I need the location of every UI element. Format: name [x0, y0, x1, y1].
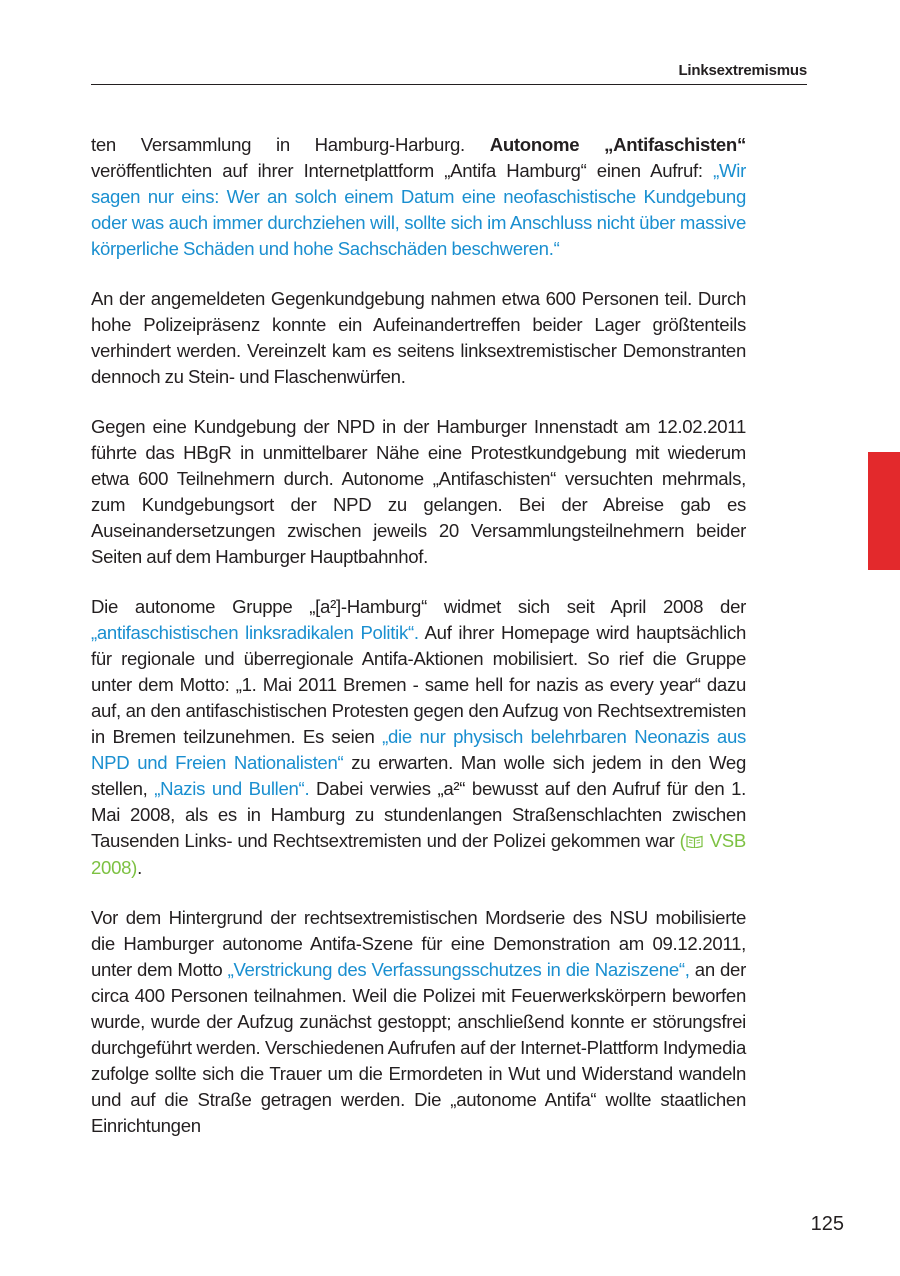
text-run: Die autonome Gruppe „[a²]-Hamburg“ widmet sich seit April 2008 der [91, 596, 746, 617]
quote-highlight: „Wir sagen nur eins: Wer an solch einem Datum eine neofaschistische Kundgebung oder was auch immer durchziehen will, sollte sich im Anschluss nicht über massive körperliche Schäden und hohe Sachschäden beschweren.“ [91, 160, 746, 259]
paragraph-4 [91, 594, 746, 881]
book-icon [686, 829, 703, 855]
bold-term: Autonome „Antifaschisten“ [489, 134, 746, 155]
running-header: Linksextremismus [678, 62, 807, 79]
text-run: veröffentlichten auf ihrer Internetplattform „Antifa Hamburg“ einen Aufruf: [91, 160, 714, 181]
text-run: . [137, 857, 142, 878]
header-rule [91, 84, 807, 85]
page-body [91, 132, 746, 1163]
chapter-tab-marker [868, 452, 900, 570]
text-run: An der angemeldeten Gegenkundgebung nahmen etwa 600 Personen teil. Durch hohe Polizeipräsenz konnte ein Aufeinandertreffen beider Lager größtenteils verhindert werden. Vereinzelt kam es seitens linksextremistischer Demonstranten dennoch zu Stein- und Flaschenwürfen. [91, 288, 746, 387]
quote-highlight: „Verstrickung des Verfassungsschutzes in die Naziszene“, [227, 959, 690, 980]
paragraph-3 [91, 414, 746, 570]
page-number: 125 [810, 1213, 844, 1235]
text-run: Gegen eine Kundgebung der NPD in der Hamburger Innenstadt am 12.02.2011 führte das HBgR in unmittelbarer Nähe eine Protestkundgebung mit wiederum etwa 600 Teilnehmern durch. Autonome „Antifaschisten“ versuchten mehrmals, zum Kundgebungsort der NPD zu gelangen. Bei der Abreise gab es Auseinandersetzungen zwischen jeweils 20 Versammlungsteilnehmern beider Seiten auf dem Hamburger Hauptbahnhof. [91, 416, 746, 567]
text-run: an der circa 400 Personen teilnahmen. Weil die Polizei mit Feuerwerkskörpern beworfen wurde, wurde der Aufzug zunächst gestoppt; anschließend konnte er störungsfrei durchgeführt werden. Verschiedenen Aufrufen auf der Internet-Plattform Indymedia zufolge sollte sich die Trauer um die Ermordeten in Wut und Widerstand wandeln und auf die Straße getragen werden. Die „autonome Antifa“ wollte staatlichen Einrichtungen [91, 959, 746, 1136]
paragraph-5 [91, 905, 746, 1139]
text-run: zu erwarten. Man wolle sich jedem in den Weg stellen, [91, 752, 746, 799]
text-run: Dabei verwies „a²“ bewusst auf den Aufruf für den 1. Mai 2008, als es in Hamburg zu stundenlangen Straßenschlachten zwischen Tausenden Links- und Rechtsextremisten und der Polizei gekommen war [91, 778, 746, 851]
reference-text: VSB 2008) [91, 830, 746, 878]
paragraph-2 [91, 286, 746, 390]
reference-open: ( [679, 830, 686, 851]
quote-highlight: „die nur physisch belehrbaren Neonazis aus NPD und Freien Nationalisten“ [91, 726, 746, 773]
quote-highlight: „antifaschistischen linksradikalen Politik“. [91, 622, 419, 643]
paragraph-1 [91, 132, 746, 262]
quote-highlight: „Nazis und Bullen“. [154, 778, 310, 799]
text-run: Auf ihrer Homepage wird hauptsächlich für regionale und überregionale Antifa-Aktionen mobilisiert. So rief die Gruppe unter dem Motto: „1. Mai 2011 Bremen - same hell for nazis as every year“ dazu auf, an den antifaschistischen Protesten gegen den Aufzug von Rechtsextremisten in Bremen teilzunehmen. Es seien [91, 622, 746, 747]
text-run: ten Versammlung in Hamburg-Harburg. [91, 134, 490, 155]
text-run: Vor dem Hintergrund der rechtsextremistischen Mordserie des NSU mobilisierte die Hamburger autonome Antifa-Szene für eine Demonstration am 09.12.2011, unter dem Motto [91, 907, 746, 980]
